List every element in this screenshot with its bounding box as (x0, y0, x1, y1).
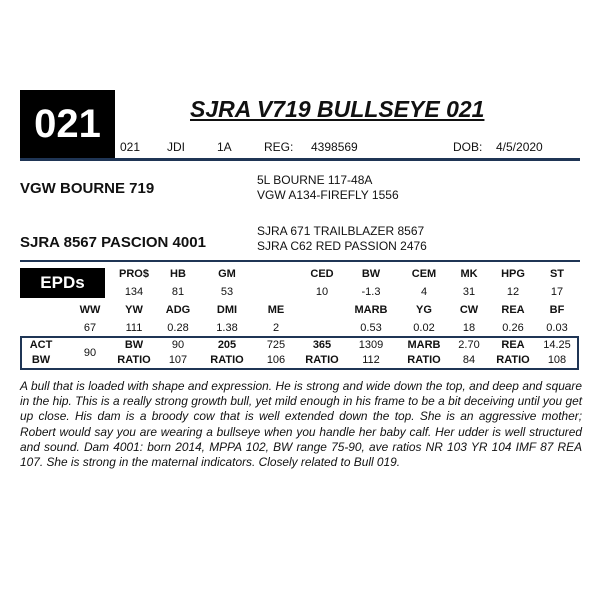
act-bw-value: 90 (83, 347, 97, 359)
epd-header: GM (218, 268, 236, 280)
tattoo: 021 (120, 140, 141, 154)
act-label: ACT (29, 339, 53, 351)
ratio-top: 1309 (358, 339, 384, 351)
epd-header: MK (460, 268, 478, 280)
ratio-bottom: 112 (362, 354, 380, 366)
ratio-bottom: 108 (547, 354, 567, 366)
ratio-bottom: 84 (462, 354, 476, 366)
epd-header: ADG (165, 304, 191, 316)
epd-value: 1.38 (216, 322, 238, 334)
ratio-bottom: RATIO (407, 354, 441, 366)
ratio-top: 365 (312, 339, 332, 351)
ratio-top: BW (124, 339, 144, 351)
code: 1A (217, 140, 232, 154)
epd-header: HB (170, 268, 186, 280)
epds-label: EPDs (40, 273, 85, 292)
dam-name: SJRA 8567 PASCION 4001 (20, 234, 206, 251)
animal-title: SJRA V719 BULLSEYE 021 (190, 96, 485, 122)
dob-label: DOB: (453, 140, 483, 154)
dam-dam: SJRA C62 RED PASSION 2476 (257, 239, 427, 253)
epd-header: ST (549, 268, 565, 280)
divider-mid (20, 260, 580, 262)
ratio-bottom: RATIO (210, 354, 244, 366)
sire-sire: 5L BOURNE 117-48A (257, 173, 373, 187)
epd-value: 0.28 (167, 322, 189, 334)
epd-value: 31 (462, 286, 476, 298)
ratio-bottom: RATIO (305, 354, 339, 366)
epd-value: 2 (272, 322, 280, 334)
ratio-bottom: RATIO (496, 354, 530, 366)
epd-value: 0.03 (546, 322, 568, 334)
epd-header: BW (361, 268, 381, 280)
epd-value: 17 (550, 286, 564, 298)
epd-header: HPG (501, 268, 525, 280)
epd-header: PRO$ (119, 268, 149, 280)
epd-value: 18 (462, 322, 476, 334)
epd-value: 10 (315, 286, 329, 298)
epd-header: CEM (411, 268, 437, 280)
bw-label: BW (31, 354, 51, 366)
ratio-top: 205 (217, 339, 237, 351)
epd-value: 0.02 (413, 322, 435, 334)
epd-header: YW (125, 304, 143, 316)
divider-top (20, 158, 580, 161)
dam-sire: SJRA 671 TRAILBLAZER 8567 (257, 224, 425, 238)
sire-dam: VGW A134-FIREFLY 1556 (257, 188, 399, 202)
ratio-top: 2.70 (458, 339, 480, 351)
ratio-top: 90 (171, 339, 185, 351)
epd-value: 53 (220, 286, 234, 298)
lot-number-badge (20, 90, 115, 158)
lot-description: A bull that is loaded with shape and expression. He is strong and wide down the top, and deep and square in the hip. This is a really strong growth bull, yet mild enough in his frame to be a bit deceiving until you get up close. His dam is a broody cow that is well extended down the top. She is an aggressive mother; Robert would say you are wearing a bullseye when you handle her baby calf. Her udder is well structured and sound. Dam 4001: born 2014, MPPA 102, BW range 75-90, ave ratios NR 103 YR 104 IMF 87 REA 107. She is strong in the maternal indicators. Closely related to Bull 019. (20, 379, 582, 470)
lot-number: 021 (34, 101, 101, 146)
epd-header: BF (549, 304, 565, 316)
epd-value: -1.3 (361, 286, 381, 298)
epd-header: WW (79, 304, 101, 316)
epd-value: 4 (420, 286, 428, 298)
epds-badge (20, 268, 105, 298)
epd-header: ME (267, 304, 285, 316)
reg-number: 4398569 (311, 140, 358, 154)
epd-header: CED (310, 268, 334, 280)
epd-value: 134 (124, 286, 144, 298)
ratio-bottom: RATIO (117, 354, 151, 366)
epd-value: 12 (506, 286, 520, 298)
epd-header: CW (459, 304, 479, 316)
epd-value: 111 (125, 322, 143, 334)
ratio-bottom: 106 (266, 354, 286, 366)
dob: 4/5/2020 (496, 140, 543, 154)
epd-header: MARB (354, 304, 388, 316)
ratio-top: REA (501, 339, 525, 351)
sire-name: VGW BOURNE 719 (20, 180, 155, 197)
epd-header: YG (416, 304, 432, 316)
epd-value: 0.53 (360, 322, 382, 334)
reg-label: REG: (264, 140, 294, 154)
epd-header: DMI (216, 304, 238, 316)
epd-value: 81 (171, 286, 185, 298)
sire-pedigree (257, 173, 399, 203)
ratio-top: 14.25 (543, 339, 571, 351)
ratio-top: MARB (407, 339, 441, 351)
ratio-bottom: 107 (168, 354, 188, 366)
dam-pedigree (257, 224, 427, 254)
ratio-top: 725 (266, 339, 286, 351)
epd-value: 0.26 (502, 322, 524, 334)
epd-header: REA (501, 304, 525, 316)
herd-prefix: JDI (167, 140, 185, 154)
epd-value: 67 (83, 322, 97, 334)
